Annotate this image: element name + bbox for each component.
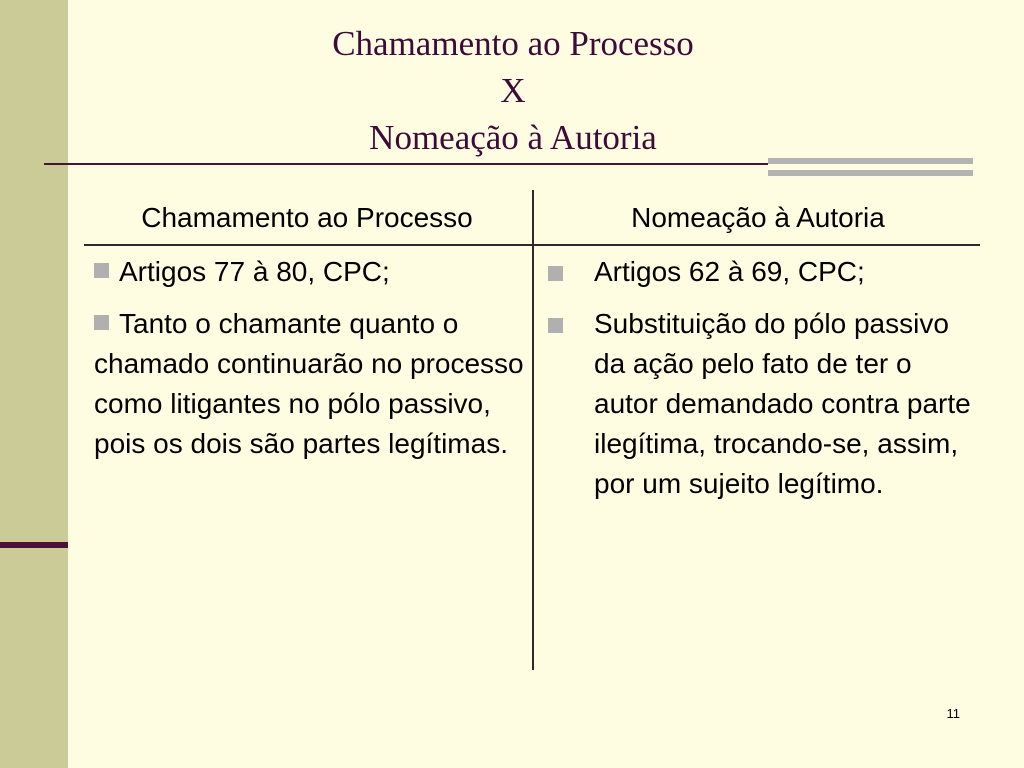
slide-title — [68, 20, 958, 161]
list-item — [94, 304, 524, 464]
list-item-text: Artigos 77 à 80, CPC; — [119, 256, 390, 287]
list-item-text: Substituição do pólo passivo da ação pelo fato de ter o autor demandado contra parte ilegítima, trocando-se, assim, por um sujeito legítimo. — [594, 308, 971, 499]
list-item-text: Artigos 62 à 69, CPC; — [594, 256, 865, 287]
title-underline — [44, 163, 768, 165]
list-item — [94, 252, 524, 292]
gray-square-bullet-icon — [94, 315, 109, 330]
list-item — [546, 304, 976, 504]
table-cell-left — [94, 252, 524, 476]
title-line-2: X — [500, 71, 526, 110]
table-column-divider — [532, 190, 534, 670]
table-header-chamamento: Chamamento ao Processo — [141, 202, 473, 233]
gray-square-bullet-icon — [548, 318, 563, 333]
title-line-3: Nomeação à Autoria — [369, 118, 657, 157]
title-rule-gray-upper — [768, 158, 973, 164]
list-item-text: Tanto o chamante quanto o chamado continuarão no processo como litigantes no pólo passivo, pois os dois são partes legítimas. — [94, 308, 524, 459]
table-header-nomeacao: Nomeação à Autoria — [631, 202, 885, 233]
list-item — [546, 252, 976, 292]
left-bar-accent-line — [0, 542, 68, 548]
gray-square-bullet-icon — [94, 263, 109, 278]
left-decorative-bar — [0, 0, 68, 768]
title-rule-gray-lower — [768, 170, 973, 176]
title-line-1: Chamamento ao Processo — [332, 24, 694, 63]
table-cell-right — [546, 252, 976, 516]
slide-number: 11 — [946, 706, 960, 721]
gray-square-bullet-icon — [548, 266, 563, 281]
